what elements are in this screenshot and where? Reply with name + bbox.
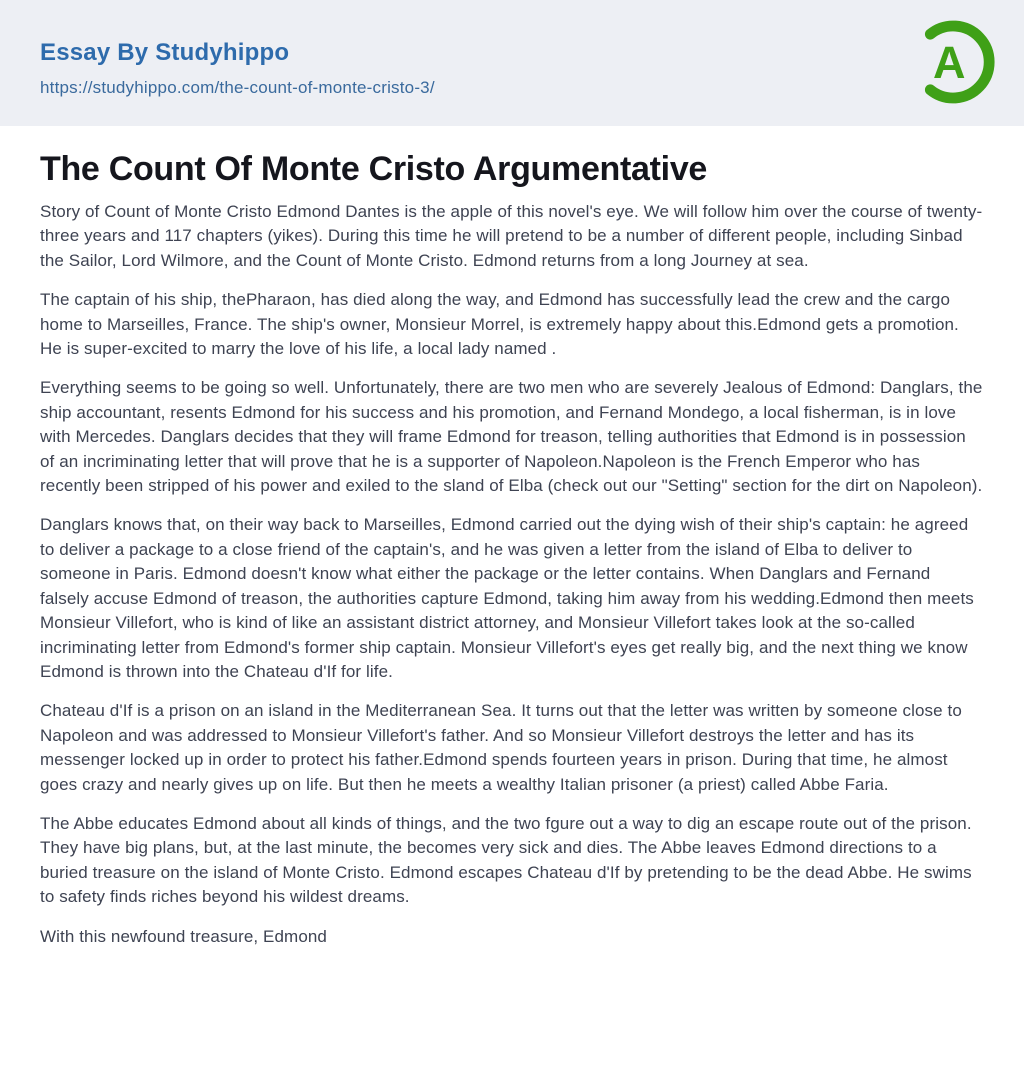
logo-letter: A <box>933 36 966 88</box>
article-paragraph: The captain of his ship, thePharaon, has died along the way, and Edmond has successfully lead the crew and the cargo home to Marseilles, France. The ship's owner, Monsieur Morrel, is extremely happy about this.Edmond gets a promotion. He is super-excited to marry the love of his life, a local lady named . <box>40 290 959 359</box>
essay-body <box>40 200 984 949</box>
page-header <box>0 0 1024 126</box>
article-paragraph: Everything seems to be going so well. Unfortunately, there are two men who are severely Jealous of Edmond: Danglars, the ship accountant, resents Edmond for his success and his promotion, and Fernand Mondego, a local fisherman, is in love with Mercedes. Danglars decides that they will frame Edmond for treason, telling authorities that Edmond is in possession of an incriminating letter that will prove that he is a supporter of Napoleon.Napoleon is the French Emperor who has recently been stripped of his power and exiled to the sland of Elba (check out our "Setting" section for the dirt on Napoleon). <box>40 378 983 496</box>
article-paragraph: The Abbe educates Edmond about all kinds of things, and the two fgure out a way to dig an escape route out of the prison. They have big plans, but, at the last minute, the becomes very sick and dies. The Abbe leaves Edmond directions to a buried treasure on the island of Monte Cristo. Edmond escapes Chateau d'If by pretending to be the dead Abbe. He swims to safety finds riches beyond his wildest dreams. <box>40 813 972 907</box>
article-paragraph: With this newfound treasure, Edmond <box>40 926 327 946</box>
byline: Essay By Studyhippo <box>40 39 290 66</box>
article-paragraph: Danglars knows that, on their way back to Marseilles, Edmond carried out the dying wish of their ship's captain: he agreed to deliver a package to a close friend of the captain's, and he was given a letter from the island of Elba to deliver to someone in Paris. Edmond doesn't know what either the package or the letter contains. When Danglars and Fernand falsely accuse Edmond of treason, the authorities capture Edmond, taking him away from his wedding.Edmond then meets Monsieur Villefort, who is kind of like an assistant district attorney, and Monsieur Villefort takes look at the so-called incriminating letter from Edmond's former ship captain. Monsieur Villefort's eyes get really big, and the next thing we know Edmond is thrown into the Chateau d'If for life. <box>40 515 974 681</box>
source-url-link[interactable]: https://studyhippo.com/the-count-of-monte-cristo-3/ <box>40 78 435 97</box>
essay-article <box>0 126 1024 949</box>
article-paragraph: Story of Count of Monte Cristo Edmond Dantes is the apple of this novel's eye. We will follow him over the course of twenty-three years and 117 chapters (yikes). During this time he will pretend to be a number of different people, including Sinbad the Sailor, Lord Wilmore, and the Count of Monte Cristo. Edmond returns from a long Journey at sea. <box>40 202 983 270</box>
page-title: The Count Of Monte Cristo Argumentative <box>40 150 708 188</box>
studyhippo-logo-icon <box>907 17 997 107</box>
article-paragraph: Chateau d'If is a prison on an island in the Mediterranean Sea. It turns out that the letter was written by someone close to Napoleon and was addressed to Monsieur Villefort's father. And so Monsieur Villefort destroys the letter and has its messenger locked up in order to protect his father.Edmond spends fourteen years in prison. During that time, he almost goes crazy and nearly gives up on life. But then he meets a wealthy Italian prisoner (a priest) called Abbe Faria. <box>40 701 962 794</box>
